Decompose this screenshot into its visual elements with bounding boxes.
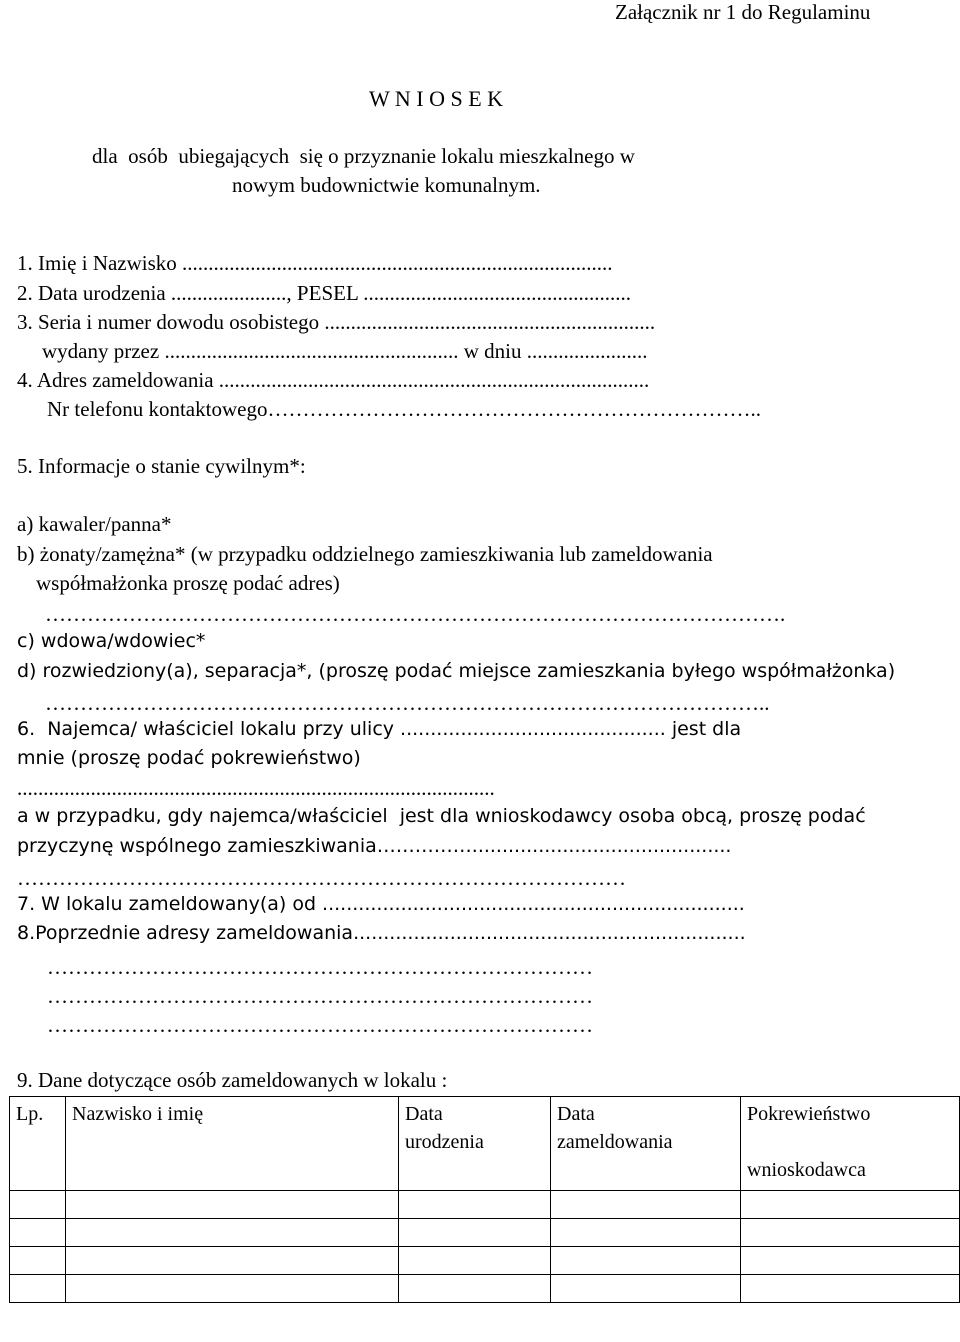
field-id-card[interactable]: 3. Seria i numer dowodu osobistego ............................................................... (17, 310, 656, 334)
field-address[interactable]: 4. Adres zameldowania .................................................................................. (17, 368, 650, 392)
option-married-line-1[interactable]: b) żonaty/zamężna* (w przypadku oddzielnego zamieszkiwania lub zameldowania (17, 542, 713, 566)
header-reg-line-2: zameldowania (557, 1131, 673, 1153)
header-rel-line-2: wnioskodawca (747, 1159, 866, 1181)
header-rel-line-1: Pokrewieństwo (747, 1103, 871, 1125)
header-birth-date (399, 1097, 551, 1191)
cell-birth-date[interactable] (399, 1219, 551, 1247)
cell-name[interactable] (66, 1191, 399, 1219)
residents-table (9, 1096, 960, 1303)
document-title: W N I O S E K (369, 86, 504, 111)
kinship-line[interactable]: ........................................................................................... (17, 776, 495, 800)
cell-name[interactable] (66, 1219, 399, 1247)
option-divorced[interactable]: d) rozwiedziony(a), separacja*, (proszę podać miejsce zamieszkania byłego współmałżonka) (17, 660, 896, 682)
table-row (10, 1275, 960, 1303)
field-id-issued[interactable]: wydany przez ........................................................ w dniu ....................... (42, 339, 648, 363)
header-reg-line-1: Data (557, 1103, 595, 1125)
table-row (10, 1219, 960, 1247)
header-birth-line-2: urodzenia (405, 1131, 484, 1153)
field-tenant-line-1[interactable]: 6. Najemca/ właściciel lokalu przy ulicy ............................................ jest dla (17, 718, 742, 740)
header-birth-line-1: Data (405, 1103, 443, 1125)
header-name (66, 1097, 399, 1191)
cell-registration-date[interactable] (551, 1191, 741, 1219)
cell-lp[interactable] (10, 1275, 66, 1303)
option-married-line-2: współmałżonka proszę podać adres) (36, 571, 340, 595)
cell-lp[interactable] (10, 1219, 66, 1247)
field-birth-pesel[interactable]: 2. Data urodzenia ......................, PESEL ................................................... (17, 281, 631, 305)
cell-birth-date[interactable] (399, 1247, 551, 1275)
cell-registration-date[interactable] (551, 1275, 741, 1303)
cell-registration-date[interactable] (551, 1247, 741, 1275)
attachment-label: Załącznik nr 1 do Regulaminu (615, 0, 871, 24)
header-name-label: Nazwisko i imię (72, 1103, 204, 1125)
header-lp-label: Lp. (16, 1103, 44, 1125)
section-residents: 9. Dane dotyczące osób zameldowanych w lokalu : (17, 1068, 448, 1092)
previous-address-line-2[interactable]: …………………………………………………………………… (47, 984, 593, 1008)
cell-lp[interactable] (10, 1247, 66, 1275)
field-registered-since[interactable]: 7. W lokalu zameldowany(a) od ...................................................................... (17, 893, 745, 915)
cell-birth-date[interactable] (399, 1275, 551, 1303)
cell-lp[interactable] (10, 1191, 66, 1219)
cell-relationship[interactable] (741, 1191, 960, 1219)
field-previous-addresses[interactable]: 8.Poprzednie adresy zameldowania................................................................. (17, 922, 746, 944)
option-widowed[interactable]: c) wdowa/wdowiec* (17, 630, 206, 652)
field-tenant-line-2: mnie (proszę podać pokrewieństwo) (17, 747, 361, 769)
option-single[interactable]: a) kawaler/panna* (17, 512, 172, 536)
header-relationship (741, 1097, 960, 1191)
subtitle-line-1: dla osób ubiegających się o przyznanie lokalu mieszkalnego w (92, 144, 635, 168)
table-row (10, 1191, 960, 1219)
cell-registration-date[interactable] (551, 1219, 741, 1247)
section-marital-status: 5. Informacje o stanie cywilnym*: (17, 454, 306, 478)
field-name[interactable]: 1. Imię i Nazwisko .................................................................................. (17, 251, 613, 275)
header-lp (10, 1097, 66, 1191)
cell-relationship[interactable] (741, 1219, 960, 1247)
previous-address-line-3[interactable]: …………………………………………………………………… (47, 1013, 593, 1037)
table-header-row (10, 1097, 960, 1191)
cell-name[interactable] (66, 1275, 399, 1303)
field-tenant-line-3: a w przypadku, gdy najemca/właściciel jest dla wnioskodawcy osoba obcą, proszę podać (17, 805, 866, 827)
field-phone[interactable]: Nr telefonu kontaktowego…………………………………………………………….. (47, 397, 761, 421)
table-row (10, 1247, 960, 1275)
field-tenant-line-4[interactable]: przyczynę wspólnego zamieszkiwania……………........................................... (17, 835, 732, 857)
cell-relationship[interactable] (741, 1275, 960, 1303)
cell-name[interactable] (66, 1247, 399, 1275)
cell-birth-date[interactable] (399, 1191, 551, 1219)
header-registration-date (551, 1097, 741, 1191)
spouse-address-line[interactable]: ……………………………………………………………………………………………. (45, 602, 786, 626)
cell-relationship[interactable] (741, 1247, 960, 1275)
cohabitation-reason-line[interactable]: …………………………………………………………………………… (17, 866, 626, 890)
previous-address-line-1[interactable]: …………………………………………………………………… (47, 955, 593, 979)
former-spouse-address-line[interactable]: ………………………………………………………………………………………….. (45, 691, 770, 715)
subtitle-line-2: nowym budownictwie komunalnym. (232, 173, 541, 197)
